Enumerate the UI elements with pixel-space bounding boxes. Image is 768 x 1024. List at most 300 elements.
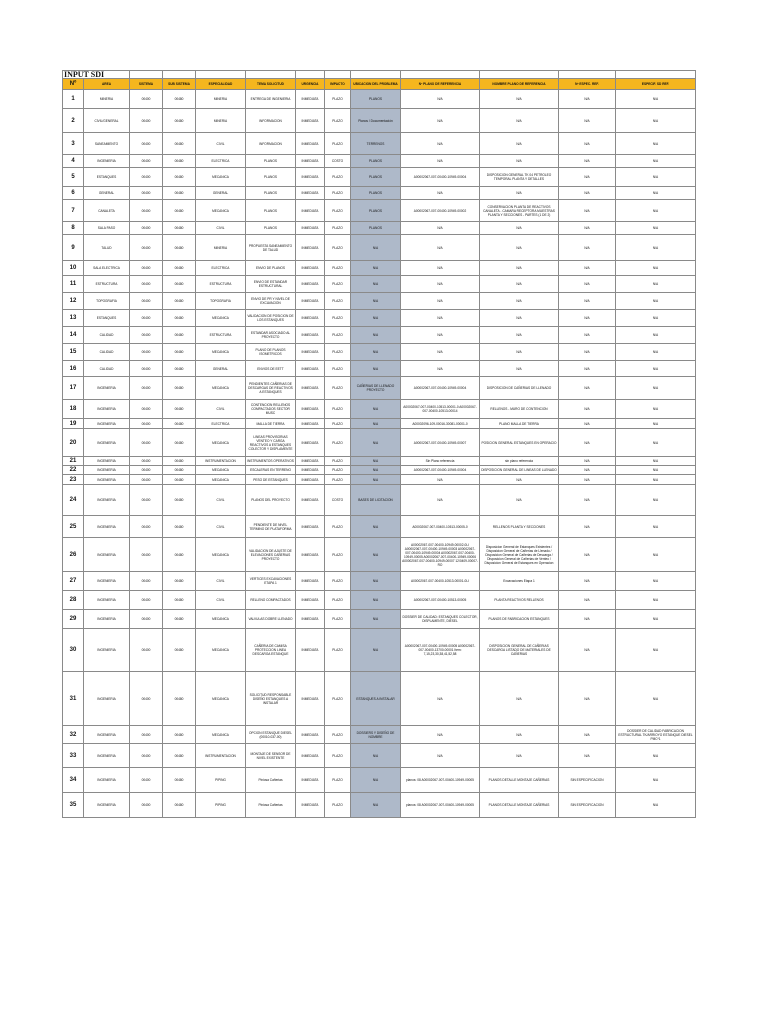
cell-especif-sd: N/A	[616, 261, 696, 276]
table-row	[62, 475, 696, 485]
cell-especialidad: CIVIL	[196, 516, 246, 538]
cell-nombre-plano: N/A	[480, 222, 559, 235]
cell-impacto: PLAZO	[325, 344, 351, 361]
cell-sub-sistema: 00480	[163, 572, 196, 591]
title-row-cell	[196, 70, 246, 79]
cell-sistema: 00400	[130, 672, 163, 726]
cell-area: INGENIERIA	[84, 155, 130, 168]
cell-impacto: PLAZO	[325, 293, 351, 310]
cell-plano-ref: A00002067-007-00400-10949-00004	[401, 168, 480, 187]
cell-especialidad: TOPOGRAFIA	[196, 293, 246, 310]
table-row	[62, 466, 696, 475]
column-header-especif-sd: ESPECIF. SD REF.	[616, 79, 696, 90]
cell-nombre-plano: POSICION GENERAL ESTANQUES EN OPERACIO	[480, 429, 559, 457]
cell-nombre-plano: PLANOS DETALLE MONTAJE CAÑERIAS	[480, 768, 559, 793]
cell-no: 3	[62, 133, 84, 155]
cell-sistema: 00400	[130, 222, 163, 235]
cell-espec-ref: N/A	[559, 133, 616, 155]
cell-sub-sistema: 00480	[163, 466, 196, 475]
cell-impacto: PLAZO	[325, 261, 351, 276]
cell-plano-ref: N/A	[401, 90, 480, 109]
cell-area: INGENIERIA	[84, 572, 130, 591]
cell-tema: PROPUESTA SANEAMIENTO DE TALUD	[246, 235, 296, 261]
cell-no: 33	[62, 744, 84, 768]
cell-impacto: COSTO	[325, 155, 351, 168]
cell-tema: PLANOS	[246, 222, 296, 235]
cell-area: ESTRUCTURA	[84, 276, 130, 293]
cell-especif-sd: N/A	[616, 168, 696, 187]
cell-especif-sd: N/A	[616, 109, 696, 133]
cell-especialidad: MECANICA	[196, 200, 246, 222]
cell-plano-ref: A00002067-007-00400-10949-00002	[401, 200, 480, 222]
cell-plano-ref: N/A	[401, 222, 480, 235]
column-header-especialidad: ESPECIALIDAD	[196, 79, 246, 90]
title-row-cell	[351, 70, 401, 79]
cell-area: CALIDAD	[84, 344, 130, 361]
cell-ubicacion: N/A	[351, 361, 401, 377]
cell-ubicacion: N/A	[351, 610, 401, 629]
cell-sistema: 00400	[130, 133, 163, 155]
cell-no: 18	[62, 400, 84, 419]
cell-area: CANALETA	[84, 200, 130, 222]
cell-especif-sd: N/A	[616, 200, 696, 222]
cell-ubicacion: DOSSIERS Y DISEÑO DE NOMBRE	[351, 726, 401, 744]
cell-espec-ref: N/A	[559, 485, 616, 516]
cell-sistema: 00400	[130, 276, 163, 293]
cell-nombre-plano: PLANTA REACTIVOS RELLENOS	[480, 591, 559, 610]
cell-area: ESTANQUES	[84, 168, 130, 187]
table-row	[62, 155, 696, 168]
cell-sistema: 00400	[130, 90, 163, 109]
cell-especif-sd: N/A	[616, 768, 696, 793]
cell-sub-sistema: 00480	[163, 516, 196, 538]
cell-especif-sd: N/A	[616, 744, 696, 768]
cell-ubicacion: N/A	[351, 744, 401, 768]
cell-urgencia: INMEDIATA	[296, 155, 325, 168]
cell-especif-sd: N/A	[616, 516, 696, 538]
table-row	[62, 419, 696, 429]
cell-sub-sistema: 00480	[163, 377, 196, 400]
cell-especialidad: MECANICA	[196, 538, 246, 572]
cell-especialidad: CIVIL	[196, 485, 246, 516]
cell-area: INGENIERIA	[84, 516, 130, 538]
cell-no: 22	[62, 466, 84, 475]
cell-especialidad: MECANICA	[196, 629, 246, 672]
cell-sistema: 00400	[130, 610, 163, 629]
table-row	[62, 591, 696, 610]
cell-plano-ref: N/A	[401, 133, 480, 155]
cell-ubicacion: PLANOS	[351, 168, 401, 187]
cell-area: TALUD	[84, 235, 130, 261]
cell-tema: ENVIOS DE EETT	[246, 361, 296, 377]
cell-impacto: PLAZO	[325, 109, 351, 133]
cell-sub-sistema: 00480	[163, 475, 196, 485]
cell-especialidad: ELECTRICA	[196, 261, 246, 276]
cell-espec-ref: N/A	[559, 475, 616, 485]
cell-impacto: PLAZO	[325, 377, 351, 400]
cell-tema: OPCION ESTANQUE DIESEL (00010-037-00)	[246, 726, 296, 744]
cell-no: 4	[62, 155, 84, 168]
cell-area: ESTANQUES	[84, 310, 130, 327]
cell-impacto: PLAZO	[325, 726, 351, 744]
cell-especif-sd: N/A	[616, 133, 696, 155]
cell-nombre-plano: N/A	[480, 109, 559, 133]
title-row-cell	[480, 70, 559, 79]
cell-impacto: PLAZO	[325, 133, 351, 155]
cell-ubicacion: N/A	[351, 591, 401, 610]
cell-espec-ref: N/A	[559, 235, 616, 261]
cell-sub-sistema: 00480	[163, 109, 196, 133]
cell-area: INGENIERIA	[84, 744, 130, 768]
cell-urgencia: INMEDIATA	[296, 168, 325, 187]
cell-espec-ref: N/A	[559, 200, 616, 222]
cell-no: 28	[62, 591, 84, 610]
cell-espec-ref: N/A	[559, 591, 616, 610]
cell-ubicacion: PLANOS	[351, 222, 401, 235]
cell-espec-ref: N/A	[559, 400, 616, 419]
table-row	[62, 276, 696, 293]
cell-urgencia: INMEDIATA	[296, 538, 325, 572]
cell-tema: LINEAS PROVISORIAS VENTEO Y CARGA REACTIVOS A ESTANQUES COLECTOR Y DISPLAMENTE	[246, 429, 296, 457]
cell-ubicacion: PLANOS	[351, 155, 401, 168]
cell-tema: ENVIO DE PR Y NIVEL DE EXCAVACION	[246, 293, 296, 310]
cell-especif-sd: N/A	[616, 344, 696, 361]
cell-sistema: 00400	[130, 629, 163, 672]
cell-especif-sd: N/A	[616, 293, 696, 310]
cell-sistema: 00400	[130, 293, 163, 310]
cell-sistema: 00400	[130, 361, 163, 377]
cell-area: CIVIL/GENERAL	[84, 109, 130, 133]
column-header-ubicacion: UBICACION DEL PROBLEMA	[351, 79, 401, 90]
cell-urgencia: INMEDIATA	[296, 485, 325, 516]
cell-tema: CAÑERIA DE CAMISA PROTECCION LINEA DESCARGA ESTANQUE	[246, 629, 296, 672]
cell-plano-ref: A00002067-007-00400-10513-00005-0	[401, 516, 480, 538]
cell-especialidad: CIVIL	[196, 133, 246, 155]
cell-ubicacion: N/A	[351, 235, 401, 261]
cell-urgencia: INMEDIATA	[296, 793, 325, 818]
table-row	[62, 429, 696, 457]
cell-especif-sd: N/A	[616, 377, 696, 400]
cell-sistema: 00400	[130, 429, 163, 457]
cell-especif-sd: N/A	[616, 400, 696, 419]
table-row	[62, 516, 696, 538]
cell-nombre-plano: N/A	[480, 133, 559, 155]
cell-especialidad: INSTRUMENTACION	[196, 457, 246, 466]
cell-especif-sd: N/A	[616, 793, 696, 818]
cell-sistema: 00400	[130, 516, 163, 538]
table-row	[62, 187, 696, 200]
column-header-nombre-plano: NOMBRE PLANO DE REFERENCIA	[480, 79, 559, 90]
cell-especif-sd: N/A	[616, 310, 696, 327]
cell-tema: MALLA DE TIERRA	[246, 419, 296, 429]
cell-especialidad: MECANICA	[196, 429, 246, 457]
cell-especialidad: MECANICA	[196, 726, 246, 744]
cell-no: 13	[62, 310, 84, 327]
cell-no: 6	[62, 187, 84, 200]
cell-sistema: 00400	[130, 744, 163, 768]
cell-plano-ref: planos: 08 A00002067-007-00400-10949-00005	[401, 768, 480, 793]
cell-sistema: 00400	[130, 793, 163, 818]
cell-no: 20	[62, 429, 84, 457]
cell-tema: ESTANDAR ASOCIADO AL PROYECTO	[246, 327, 296, 344]
cell-no: 17	[62, 377, 84, 400]
cell-impacto: PLAZO	[325, 419, 351, 429]
cell-especif-sd: N/A	[616, 629, 696, 672]
title-row-cell	[246, 70, 296, 79]
cell-sub-sistema: 00480	[163, 726, 196, 744]
cell-sub-sistema: 00480	[163, 538, 196, 572]
cell-nombre-plano: DISPOSICION DE CAÑERIAS DE LLENADO	[480, 377, 559, 400]
cell-impacto: PLAZO	[325, 400, 351, 419]
cell-sistema: 00400	[130, 538, 163, 572]
cell-no: 2	[62, 109, 84, 133]
cell-urgencia: INMEDIATA	[296, 222, 325, 235]
cell-nombre-plano: N/A	[480, 344, 559, 361]
cell-tema: ENVIO DE PLANOS	[246, 261, 296, 276]
cell-sub-sistema: 00480	[163, 591, 196, 610]
cell-nombre-plano: PLANOS DETALLE MONTAJE CAÑERIAS	[480, 793, 559, 818]
cell-ubicacion: BASES DE LICITACION	[351, 485, 401, 516]
table-row	[62, 361, 696, 377]
column-header-plano-ref: Nº PLANO DE REFERENCIA	[401, 79, 480, 90]
cell-tema: PLANOS	[246, 155, 296, 168]
cell-sistema: 00400	[130, 187, 163, 200]
cell-no: 9	[62, 235, 84, 261]
cell-impacto: PLAZO	[325, 572, 351, 591]
cell-nombre-plano: DISPOSICION GENERAL TK 04 PETROLEO TEMPORAL PLANTA Y DETALLES	[480, 168, 559, 187]
cell-no: 21	[62, 457, 84, 466]
cell-especialidad: ESTRUCTURA	[196, 327, 246, 344]
cell-tema: INFORMACION	[246, 109, 296, 133]
cell-especialidad: PIPING	[196, 793, 246, 818]
cell-especialidad: GENERAL	[196, 361, 246, 377]
cell-area: INGENIERIA	[84, 466, 130, 475]
cell-tema: PENDIENTE DE NIVEL TERMINO DE PLATAFORMA	[246, 516, 296, 538]
cell-impacto: PLAZO	[325, 629, 351, 672]
table-row	[62, 793, 696, 818]
cell-area: INGENIERIA	[84, 457, 130, 466]
cell-espec-ref: N/A	[559, 629, 616, 672]
cell-espec-ref: N/A	[559, 538, 616, 572]
title-row-cell	[559, 70, 616, 79]
cell-plano-ref: N/A	[401, 310, 480, 327]
cell-sub-sistema: 00480	[163, 344, 196, 361]
cell-impacto: PLAZO	[325, 327, 351, 344]
cell-nombre-plano: DISPOSICION GENERAL DE CAÑERIAS DESCARGA LISTADO DE MATERIALES DE CAÑERIAS	[480, 629, 559, 672]
cell-no: 31	[62, 672, 84, 726]
cell-no: 10	[62, 261, 84, 276]
cell-ubicacion: N/A	[351, 516, 401, 538]
cell-especif-sd: N/A	[616, 572, 696, 591]
cell-sub-sistema: 00480	[163, 744, 196, 768]
cell-urgencia: INMEDIATA	[296, 293, 325, 310]
cell-especif-sd: N/A	[616, 276, 696, 293]
cell-tema: PLANOS	[246, 168, 296, 187]
cell-espec-ref: N/A	[559, 90, 616, 109]
cell-impacto: PLAZO	[325, 466, 351, 475]
cell-no: 14	[62, 327, 84, 344]
cell-nombre-plano: N/A	[480, 276, 559, 293]
table-row	[62, 310, 696, 327]
cell-nombre-plano: N/A	[480, 744, 559, 768]
cell-urgencia: INMEDIATA	[296, 475, 325, 485]
cell-urgencia: INMEDIATA	[296, 400, 325, 419]
cell-impacto: PLAZO	[325, 200, 351, 222]
cell-impacto: PLAZO	[325, 768, 351, 793]
cell-especialidad: ELECTRICA	[196, 419, 246, 429]
cell-sistema: 00400	[130, 457, 163, 466]
cell-espec-ref: N/A	[559, 377, 616, 400]
cell-sistema: 00400	[130, 310, 163, 327]
cell-nombre-plano: RELLENOS - MURO DE CONTENCION	[480, 400, 559, 419]
cell-especif-sd: N/A	[616, 538, 696, 572]
cell-no: 16	[62, 361, 84, 377]
cell-tema: PLANOS	[246, 187, 296, 200]
cell-nombre-plano: N/A	[480, 310, 559, 327]
cell-impacto: PLAZO	[325, 222, 351, 235]
cell-impacto: PLAZO	[325, 168, 351, 187]
cell-especialidad: MECANICA	[196, 344, 246, 361]
cell-sub-sistema: 00480	[163, 457, 196, 466]
cell-espec-ref: N/A	[559, 610, 616, 629]
cell-plano-ref: A00002067-007-00400-10513-00001-0 A00002067-007-00400-10513-00014	[401, 400, 480, 419]
cell-sistema: 00400	[130, 109, 163, 133]
sheet-title: INPUT SDI	[62, 70, 130, 79]
cell-espec-ref: N/A	[559, 744, 616, 768]
cell-area: MINERIA	[84, 90, 130, 109]
cell-impacto: PLAZO	[325, 429, 351, 457]
table-row	[62, 629, 696, 672]
cell-sistema: 00400	[130, 377, 163, 400]
cell-no: 5	[62, 168, 84, 187]
cell-tema: RELLENO COMPACTADOS	[246, 591, 296, 610]
cell-ubicacion: TERRENOS	[351, 133, 401, 155]
cell-impacto: PLAZO	[325, 276, 351, 293]
cell-especialidad: INSTRUMENTACION	[196, 744, 246, 768]
cell-impacto: PLAZO	[325, 793, 351, 818]
cell-ubicacion: N/A	[351, 344, 401, 361]
cell-urgencia: INMEDIATA	[296, 200, 325, 222]
cell-urgencia: INMEDIATA	[296, 187, 325, 200]
cell-no: 15	[62, 344, 84, 361]
cell-tema: PESO DE ESTANQUES	[246, 475, 296, 485]
cell-ubicacion: N/A	[351, 572, 401, 591]
cell-sub-sistema: 00480	[163, 400, 196, 419]
cell-no: 27	[62, 572, 84, 591]
cell-especialidad: PIPING	[196, 768, 246, 793]
cell-plano-ref: N/A	[401, 475, 480, 485]
cell-plano-ref: N/A	[401, 293, 480, 310]
cell-especialidad: CIVIL	[196, 591, 246, 610]
cell-no: 7	[62, 200, 84, 222]
cell-ubicacion: N/A	[351, 276, 401, 293]
cell-espec-ref: N/A	[559, 187, 616, 200]
cell-sub-sistema: 00480	[163, 672, 196, 726]
cell-sistema: 00400	[130, 726, 163, 744]
cell-sistema: 00400	[130, 168, 163, 187]
cell-urgencia: INMEDIATA	[296, 429, 325, 457]
title-row-cell	[325, 70, 351, 79]
cell-especialidad: MINERIA	[196, 90, 246, 109]
cell-especialidad: ESTRUCTURA	[196, 276, 246, 293]
cell-ubicacion: N/A	[351, 400, 401, 419]
cell-plano-ref: A00002067-007-00400-10949-00004	[401, 377, 480, 400]
cell-impacto: COSTO	[325, 485, 351, 516]
cell-especialidad: MECANICA	[196, 672, 246, 726]
cell-ubicacion: N/A	[351, 261, 401, 276]
cell-area: INGENIERIA	[84, 672, 130, 726]
cell-plano-ref: N/A	[401, 726, 480, 744]
table-row	[62, 610, 696, 629]
cell-area: INGENIERIA	[84, 726, 130, 744]
cell-especif-sd: N/A	[616, 466, 696, 475]
column-header-sub-sistema: SUB SISTEMA	[163, 79, 196, 90]
cell-plano-ref: Sin Plano referencia	[401, 457, 480, 466]
cell-sub-sistema: 00480	[163, 261, 196, 276]
cell-sub-sistema: 00480	[163, 90, 196, 109]
cell-especif-sd: N/A	[616, 187, 696, 200]
cell-nombre-plano: N/A	[480, 155, 559, 168]
cell-ubicacion: N/A	[351, 429, 401, 457]
cell-especialidad: MECANICA	[196, 168, 246, 187]
table-row	[62, 538, 696, 572]
table-row	[62, 400, 696, 419]
cell-espec-ref: SIN ESPECIFICACION	[559, 768, 616, 793]
table-row	[62, 457, 696, 466]
table-row	[62, 293, 696, 310]
cell-urgencia: INMEDIATA	[296, 261, 325, 276]
cell-impacto: PLAZO	[325, 591, 351, 610]
cell-plano-ref: DOSSIER DE CALIDAD: ESTANQUES COLECTOR, DISPLAMENTE, DIESEL	[401, 610, 480, 629]
cell-plano-ref: N/A	[401, 187, 480, 200]
cell-espec-ref: N/A	[559, 327, 616, 344]
cell-especif-sd: DOSSIER DE CALIDAD FABRICACION ESTRUCTURAL TK/ARRIOYO ESTANQUE DIESEL PMC*1	[616, 726, 696, 744]
cell-especif-sd: N/A	[616, 235, 696, 261]
cell-sub-sistema: 00480	[163, 133, 196, 155]
cell-espec-ref: N/A	[559, 276, 616, 293]
table-row	[62, 235, 696, 261]
cell-plano-ref: A00002067-007-00400-10949-00007	[401, 429, 480, 457]
cell-tema: VERTICES EXCAVACIONES ETAPA 1	[246, 572, 296, 591]
cell-sub-sistema: 00480	[163, 485, 196, 516]
cell-sistema: 00400	[130, 200, 163, 222]
cell-espec-ref: N/A	[559, 344, 616, 361]
cell-area: INGENIERIA	[84, 400, 130, 419]
cell-impacto: PLAZO	[325, 538, 351, 572]
table-row	[62, 744, 696, 768]
cell-impacto: PLAZO	[325, 516, 351, 538]
cell-ubicacion: N/A	[351, 310, 401, 327]
cell-espec-ref: N/A	[559, 457, 616, 466]
cell-sub-sistema: 00480	[163, 768, 196, 793]
cell-especif-sd: N/A	[616, 610, 696, 629]
cell-ubicacion: N/A	[351, 419, 401, 429]
cell-tema: ENTREGA DE INGENIERIA	[246, 90, 296, 109]
cell-especif-sd: N/A	[616, 457, 696, 466]
cell-sub-sistema: 00480	[163, 419, 196, 429]
cell-sub-sistema: 00480	[163, 361, 196, 377]
cell-ubicacion: N/A	[351, 466, 401, 475]
cell-especialidad: MINERIA	[196, 109, 246, 133]
table-row	[62, 133, 696, 155]
cell-especialidad: CIVIL	[196, 400, 246, 419]
column-header-no: Nº	[62, 79, 84, 90]
cell-plano-ref: A00002096-109-00016-30081-00001-0	[401, 419, 480, 429]
cell-sistema: 00400	[130, 235, 163, 261]
cell-urgencia: INMEDIATA	[296, 572, 325, 591]
cell-sub-sistema: 00480	[163, 187, 196, 200]
cell-ubicacion: Planos / Documentación	[351, 109, 401, 133]
